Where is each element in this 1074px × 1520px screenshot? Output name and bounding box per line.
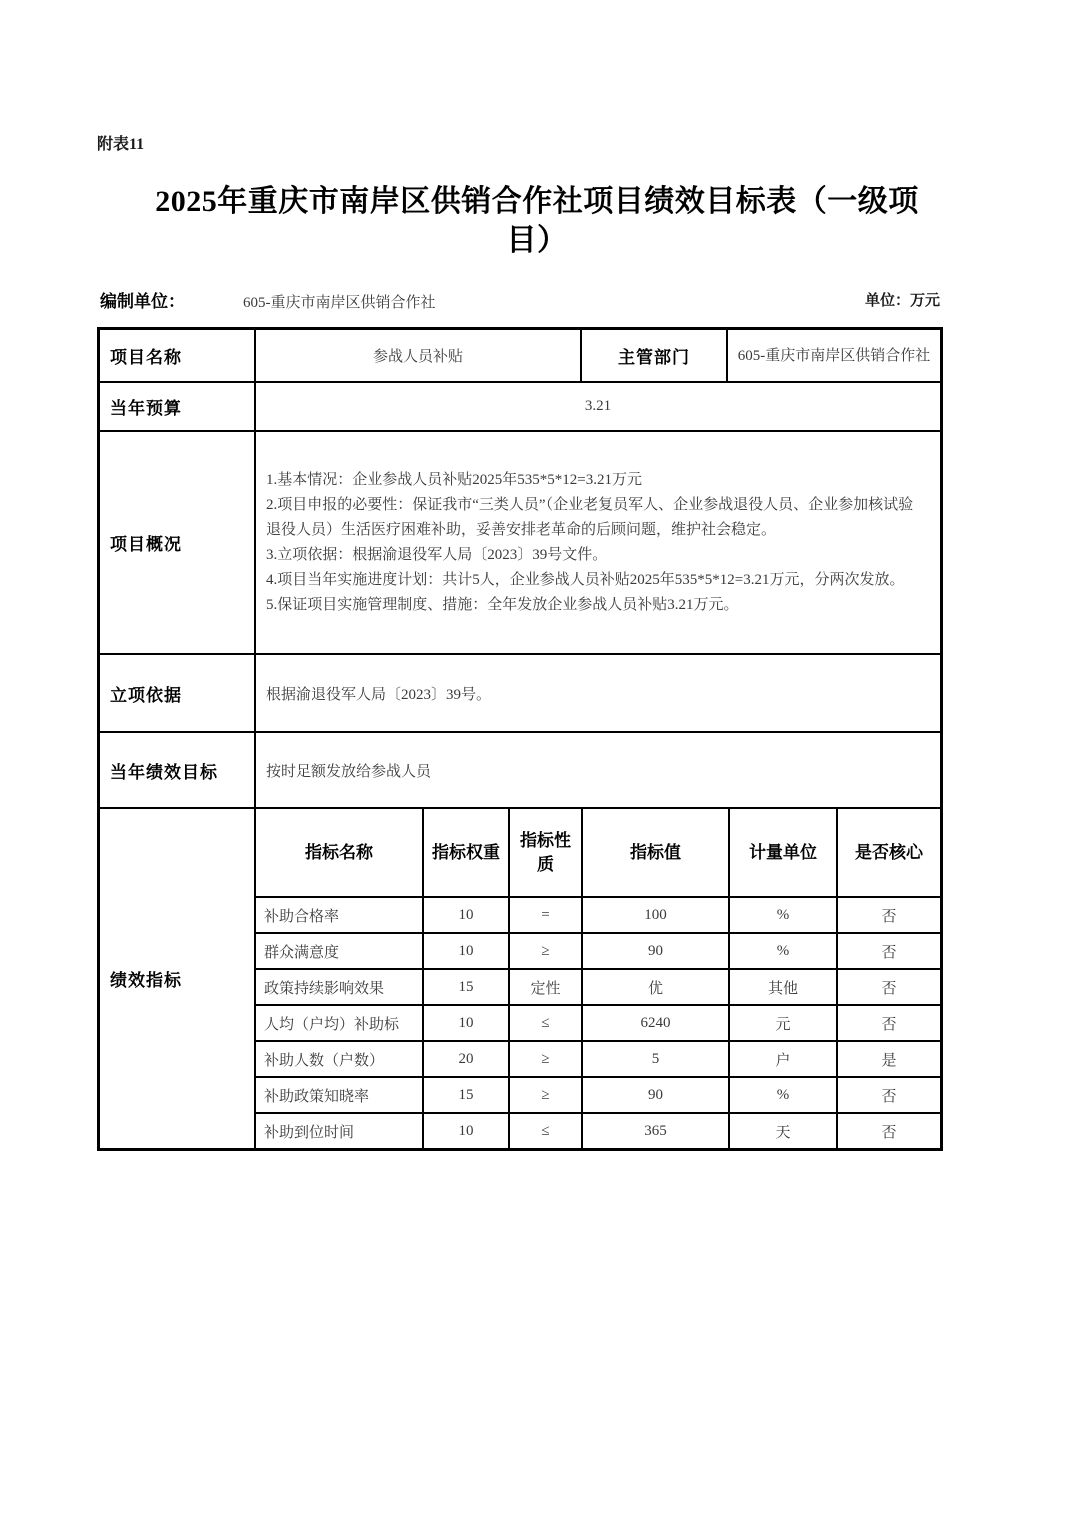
overview-row bbox=[100, 432, 940, 655]
header-indicator-name: 指标名称 bbox=[256, 809, 424, 896]
basis-row bbox=[100, 655, 940, 733]
indicator-core: 否 bbox=[881, 1088, 897, 1105]
basis-label: 立项依据 bbox=[100, 655, 256, 731]
dept-value: 605-重庆市南岸区供销合作社 bbox=[737, 347, 931, 364]
indicator-nature: ≤ bbox=[510, 1114, 583, 1148]
indicators-header-row bbox=[256, 809, 940, 898]
header-indicator-nature: 指标性质 bbox=[510, 809, 583, 896]
indicator-name: 政策持续影响效果 bbox=[256, 970, 424, 1004]
target-value: 按时足额发放给参战人员 bbox=[266, 763, 432, 780]
indicator-value: 365 bbox=[583, 1114, 730, 1148]
attachment-tag: 附表11 bbox=[97, 136, 145, 153]
indicator-name: 补助人数（户数） bbox=[256, 1042, 424, 1076]
header-measure-unit: 计量单位 bbox=[730, 809, 838, 896]
indicator-weight: 10 bbox=[424, 1006, 510, 1040]
overview-line: 3.立项依据：根据渝退役军人局〔2023〕39号文件。 bbox=[266, 546, 608, 563]
prepared-by-label: 编制单位： bbox=[100, 291, 185, 311]
indicator-value: 90 bbox=[583, 1078, 730, 1112]
prepared-by-value: 605-重庆市南岸区供销合作社 bbox=[243, 294, 436, 311]
prepared-by bbox=[100, 287, 436, 312]
header-indicator-value: 指标值 bbox=[583, 809, 730, 896]
project-name-label: 项目名称 bbox=[100, 330, 256, 381]
indicator-row bbox=[256, 898, 940, 934]
indicator-nature: ≥ bbox=[510, 934, 583, 968]
indicator-name: 补助政策知晓率 bbox=[256, 1078, 424, 1112]
indicator-unit: 元 bbox=[730, 1006, 838, 1040]
indicator-nature: = bbox=[510, 898, 583, 932]
indicator-core: 否 bbox=[881, 1016, 897, 1033]
indicator-unit: % bbox=[730, 1078, 838, 1112]
indicator-value: 5 bbox=[583, 1042, 730, 1076]
indicator-weight: 10 bbox=[424, 934, 510, 968]
indicator-core: 否 bbox=[881, 980, 897, 997]
indicator-weight: 10 bbox=[424, 1114, 510, 1148]
indicator-unit: 天 bbox=[730, 1114, 838, 1148]
budget-row bbox=[100, 383, 940, 432]
target-row bbox=[100, 733, 940, 809]
indicator-value: 90 bbox=[583, 934, 730, 968]
indicator-core: 否 bbox=[881, 944, 897, 961]
indicator-row bbox=[256, 1114, 940, 1148]
unit-label: 单位：万元 bbox=[864, 292, 940, 309]
project-name-value: 参战人员补贴 bbox=[256, 330, 582, 381]
header-is-core: 是否核心 bbox=[855, 842, 923, 862]
overview-line: 5.保证项目实施管理制度、措施：全年发放企业参战人员补贴3.21万元。 bbox=[266, 596, 739, 613]
indicator-row bbox=[256, 1006, 940, 1042]
indicators-row bbox=[100, 809, 940, 1148]
overview-text bbox=[256, 432, 940, 653]
indicators-table bbox=[256, 809, 940, 1148]
indicator-core: 否 bbox=[881, 1124, 897, 1141]
meta-row bbox=[100, 287, 940, 311]
indicator-weight: 10 bbox=[424, 898, 510, 932]
indicator-name: 人均（户均）补助标 bbox=[256, 1006, 424, 1040]
overview-line: 1.基本情况：企业参战人员补贴2025年535*5*12=3.21万元 bbox=[266, 471, 642, 488]
indicator-unit: % bbox=[730, 898, 838, 932]
page-title: 2025年重庆市南岸区供销合作社项目绩效目标表（一级项目） bbox=[155, 185, 919, 257]
indicator-value: 优 bbox=[583, 970, 730, 1004]
indicator-unit: 户 bbox=[730, 1042, 838, 1076]
indicator-row bbox=[256, 970, 940, 1006]
indicator-value: 100 bbox=[583, 898, 730, 932]
indicator-core: 是 bbox=[881, 1052, 897, 1069]
indicator-row bbox=[256, 934, 940, 970]
indicator-weight: 15 bbox=[424, 970, 510, 1004]
project-name-row bbox=[100, 330, 940, 383]
target-label: 当年绩效目标 bbox=[100, 733, 256, 807]
indicator-nature: ≥ bbox=[510, 1078, 583, 1112]
indicator-name: 补助合格率 bbox=[256, 898, 424, 932]
indicator-row bbox=[256, 1078, 940, 1114]
budget-label: 当年预算 bbox=[100, 383, 256, 430]
indicator-name: 补助到位时间 bbox=[256, 1114, 424, 1148]
indicators-label: 绩效指标 bbox=[100, 809, 256, 1148]
indicator-unit: % bbox=[730, 934, 838, 968]
indicator-nature: 定性 bbox=[510, 970, 583, 1004]
overview-line: 2.项目申报的必要性：保证我市“三类人员”（企业老复员军人、企业参战退役人员、企业参加核试验退役人员）生活医疗困难补助，妥善安排老革命的后顾问题，维护社会稳定。 bbox=[266, 496, 914, 538]
basis-value: 根据渝退役军人局〔2023〕39号。 bbox=[266, 686, 492, 703]
indicator-nature: ≥ bbox=[510, 1042, 583, 1076]
dept-label: 主管部门 bbox=[582, 330, 728, 381]
indicator-unit: 其他 bbox=[730, 970, 838, 1004]
indicator-value: 6240 bbox=[583, 1006, 730, 1040]
indicator-nature: ≤ bbox=[510, 1006, 583, 1040]
indicator-row bbox=[256, 1042, 940, 1078]
indicator-weight: 15 bbox=[424, 1078, 510, 1112]
header-indicator-weight: 指标权重 bbox=[424, 809, 510, 896]
overview-label: 项目概况 bbox=[100, 432, 256, 653]
indicator-name: 群众满意度 bbox=[256, 934, 424, 968]
overview-line: 4.项目当年实施进度计划：共计5人，企业参战人员补贴2025年535*5*12=3.21万元，分两次发放。 bbox=[266, 571, 905, 588]
budget-value: 3.21 bbox=[584, 398, 612, 414]
performance-target-table bbox=[97, 327, 943, 1151]
indicator-weight: 20 bbox=[424, 1042, 510, 1076]
indicator-core: 否 bbox=[881, 908, 897, 925]
